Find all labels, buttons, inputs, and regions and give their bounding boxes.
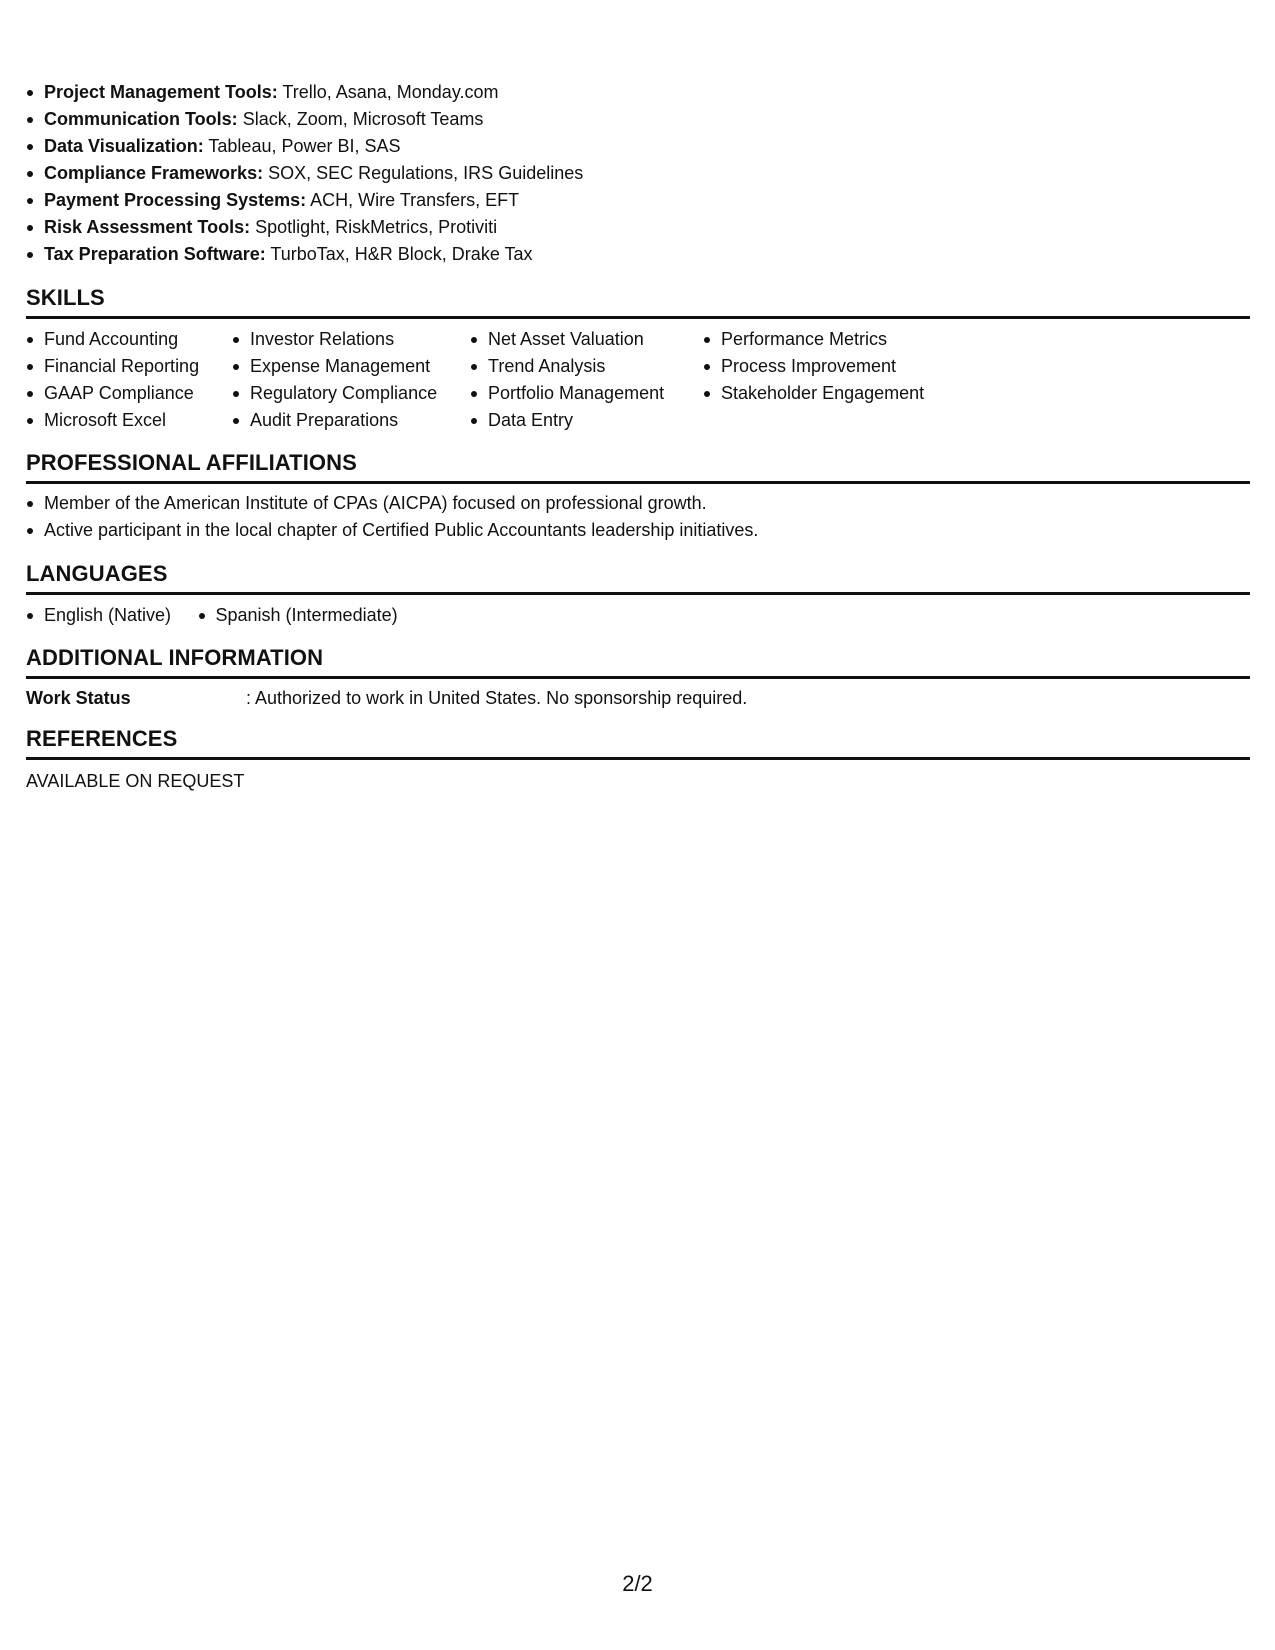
tool-item [26,241,583,268]
skill-item: Performance Metrics [703,326,924,353]
tool-value: Spotlight, RiskMetrics, Protiviti [255,217,498,237]
languages-list [26,602,398,629]
skills-column [26,326,199,434]
skill-item: Investor Relations [232,326,437,353]
affiliation-item: Member of the American Institute of CPAs (AICPA) focused on professional growth. [26,490,758,517]
skill-item: GAAP Compliance [26,380,199,407]
affiliations-section-heading [26,449,1250,484]
page-number: 2/2 [622,1571,653,1596]
work-status-value: : Authorized to work in United States. No sponsorship required. [246,688,748,708]
tool-label: Risk Assessment Tools: [44,217,251,237]
work-status-row [26,685,747,712]
additional-info-section-heading [26,644,1250,679]
languages-title: LANGUAGES [26,561,168,586]
skill-item: Process Improvement [703,353,924,380]
skill-item: Financial Reporting [26,353,199,380]
tool-item [26,133,583,160]
tool-item [26,160,583,187]
skills-section-heading [26,284,1250,319]
tool-label: Data Visualization: [44,136,204,156]
tool-value: Slack, Zoom, Microsoft Teams [242,109,484,129]
tool-value: Tableau, Power BI, SAS [208,136,401,156]
skill-item: Microsoft Excel [26,407,199,434]
tool-value: Trello, Asana, Monday.com [282,82,499,102]
skills-column [703,326,924,407]
skill-item: Regulatory Compliance [232,380,437,407]
tool-value: SOX, SEC Regulations, IRS Guidelines [268,163,584,183]
tool-value: ACH, Wire Transfers, EFT [310,190,520,210]
tool-item [26,79,583,106]
skills-title: SKILLS [26,285,105,310]
tool-label: Tax Preparation Software: [44,244,266,264]
tool-label: Compliance Frameworks: [44,163,264,183]
languages-section-heading [26,560,1250,595]
language-item: English (Native) [26,602,171,629]
skill-item: Portfolio Management [470,380,664,407]
skill-item: Expense Management [232,353,437,380]
skills-column [470,326,664,434]
tool-item [26,187,583,214]
references-title: REFERENCES [26,726,178,751]
language-item: Spanish (Intermediate) [198,602,398,629]
work-status-label: Work Status [26,688,131,708]
affiliations-title: PROFESSIONAL AFFILIATIONS [26,450,357,475]
tool-label: Project Management Tools: [44,82,278,102]
tool-item [26,106,583,133]
skills-column [232,326,437,434]
tool-label: Communication Tools: [44,109,238,129]
skill-item: Fund Accounting [26,326,199,353]
affiliations-list [26,490,758,544]
skill-item: Data Entry [470,407,664,434]
skill-item: Net Asset Valuation [470,326,664,353]
skill-item: Audit Preparations [232,407,437,434]
tool-item [26,214,583,241]
references-section-heading [26,725,1250,760]
tool-label: Payment Processing Systems: [44,190,307,210]
skill-item: Trend Analysis [470,353,664,380]
additional-info-title: ADDITIONAL INFORMATION [26,645,324,670]
skill-item: Stakeholder Engagement [703,380,924,407]
tool-value: TurboTax, H&R Block, Drake Tax [270,244,533,264]
references-text: AVAILABLE ON REQUEST [26,771,245,791]
affiliation-item: Active participant in the local chapter of Certified Public Accountants leadership initiatives. [26,517,758,544]
tools-list [26,79,583,268]
